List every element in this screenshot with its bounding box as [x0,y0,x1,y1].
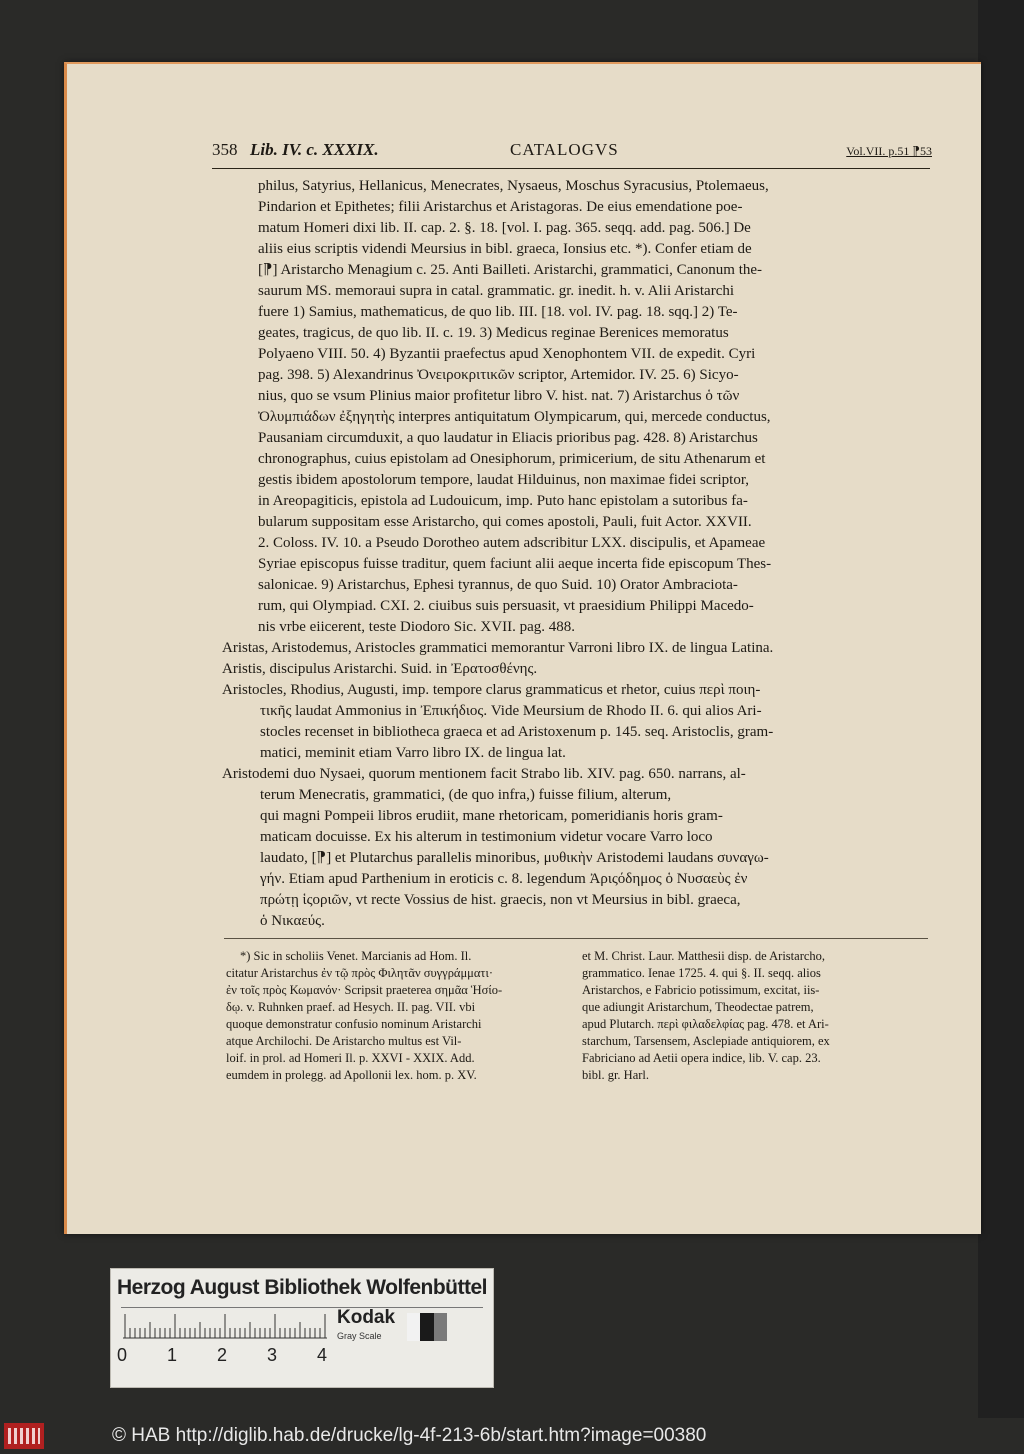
footnote-line: loif. in prol. ad Homeri Il. p. XXVI - XXIX. Add. [226,1051,475,1065]
text-line: Aristocles, Rhodius, Augusti, imp. tempore clarus grammaticus et rhetor, cuius περὶ ποιη- [222,682,761,698]
ruler-number: 0 [117,1345,128,1365]
gray-scale-swatches [407,1313,447,1341]
text-line: 2. Coloss. IV. 10. a Pseudo Dorotheo autem adscribitur LXX. discipulis, et Apameae [258,535,766,551]
copyright-url[interactable]: © HAB http://diglib.hab.de/drucke/lg-4f-213-6b/start.htm?image=00380 [112,1425,707,1446]
text-line: bularum suppositam esse Aristarcho, qui comes apostoli, Pauli, fuit Actor. XXVII. [258,514,752,530]
text-line: [⁋] Aristarcho Menagium c. 25. Anti Bailleti. Aristarchi, grammatici, Canonum the- [258,262,763,278]
ruler-numbers [111,1345,493,1373]
hab-logo-icon [4,1423,44,1449]
gray-swatch-black [420,1313,433,1341]
footnote-line: eumdem in prolegg. ad Apollonii lex. hom. p. XV. [226,1068,477,1082]
page-number: 358 [212,140,238,159]
footer-bar [0,1418,1024,1454]
text-line: chronographus, cuius epistolam ad Onesiphorum, primicerium, de situ Athenarum et [258,451,766,467]
text-line: πρώτῃ ἱςοριῶν, vt recte Vossius de hist. graecis, non vt Meursius in bibl. graeca, [260,892,741,908]
text-line: in Areopagiticis, epistola ad Ludouicum, imp. Puto hanc epistolam a sutoribus fa- [258,493,748,509]
text-line: matici, meminit etiam Varro libro IX. de lingua lat. [260,745,566,761]
ruler-number: 1 [167,1345,178,1365]
text-line: fuere 1) Samius, mathematicus, de quo lib. III. [18. vol. IV. pag. 18. sqq.] 2) Te- [258,304,738,320]
text-line: Aristodemi duo Nysaei, quorum mentionem facit Strabo lib. XIV. pag. 650. narrans, al- [222,766,746,782]
gray-scale-label: Gray Scale [337,1331,382,1341]
text-line: Ὀλυμπιάδων ἐξηγητὴς interpres antiquitatum Olympicarum, qui, mercede conductus, [258,409,771,425]
text-line: Aristis, discipulus Aristarchi. Suid. in Ἐρατοσθένης. [222,661,538,677]
text-line: pag. 398. 5) Alexandrinus Ὀνειροκριτικῶν scriptor, Artemidor. IV. 25. 6) Sicyo- [258,367,739,383]
text-line: matum Homeri dixi lib. II. cap. 2. §. 18. [vol. I. pag. 365. seqq. add. pag. 506.] De [258,220,751,236]
footnote-line: ἐν τοῖς πρὸς Κωμανόν· Scripsit praeterea σημᾶα Ἡσίο- [226,983,503,997]
gray-swatch-mid [434,1313,447,1341]
footnote-line: bibl. gr. Harl. [582,1068,650,1082]
library-name: Herzog August Bibliothek Wolfenbüttel [117,1276,487,1299]
footnote-line: grammatico. Ienae 1725. 4. qui §. II. seqq. alios [582,966,821,980]
text-line: salonicae. 9) Aristarchus, Ephesi tyrannus, de quo Suid. 10) Orator Ambraciota- [258,577,738,593]
text-line: geates, tragicus, de quo lib. II. c. 19. 3) Medicus reginae Berenices memoratus [258,325,729,341]
ruler-scale [123,1313,327,1339]
scanner-edge-strip [978,0,1024,1454]
text-line: γήν. Etiam apud Parthenium in eroticis c. 8. legendum Ἀριςόδημος ὁ Νυσαεὺς ἐν [260,871,748,887]
text-line: ὁ Νικαεύς. [260,913,325,929]
footnote-line: *) Sic in scholiis Venet. Marcianis ad Hom. Il. [240,949,472,963]
footnote-line: apud Plutarch. περὶ φιλαδελφίας pag. 478. et Ari- [582,1017,829,1031]
gray-scale-card [110,1268,494,1388]
footnotes-right-column [582,948,930,1084]
header-rule [212,168,930,169]
footnote-line: quoque demonstratur confusio nominum Aristarchi [226,1017,482,1031]
text-line: Pausaniam circumduxit, a quo laudatur in Eliacis prioribus pag. 428. 8) Aristarchus [258,430,758,446]
footnote-line: starchum, Tarsensem, Asclepiade antiquiorem, ex [582,1034,830,1048]
ruler-number: 4 [317,1345,328,1365]
text-line: stocles recenset in bibliotheca graeca et ad Aristoxenum p. 145. seq. Aristoclis, gram- [260,724,774,740]
footnote-line: Fabriciano ad Aetii opera indice, lib. V. cap. 23. [582,1051,821,1065]
footnotes-left-column [226,948,568,1084]
text-line: qui magni Pompeii libros erudiit, mane rhetoricam, pomeridianis horis gram- [260,808,723,824]
footnote-line: Aristarchos, e Fabricio potissimum, excitat, iis- [582,983,820,997]
footnote-line: que adiungit Aristarchum, Theodectae patrem, [582,1000,814,1014]
text-line: nis vrbe eiicerent, teste Diodoro Sic. XVII. pag. 488. [258,619,575,635]
volume-reference: Vol.VII. p.51 ⁋53 [846,144,932,158]
text-line: maticam docuisse. Ex his alterum in testimonium videtur vocare Varro loco [260,829,713,845]
text-line: τικῆς laudat Ammonius in Ἐπικήδιος. Vide Meursium de Rhodo II. 6. qui alios Ari- [260,703,762,719]
text-line: Syriae episcopus fuisse traditur, quem faciunt alii aeque incerta fide episcopum Thes- [258,556,772,572]
text-line: gestis ibidem apostolorum tempore, laudat Hilduinus, non maximae fidei scriptor, [258,472,749,488]
kodak-logo-text: Kodak [337,1307,396,1328]
ruler-number: 3 [267,1345,278,1365]
book-chapter-ref: Lib. IV. c. XXXIX. [250,140,379,159]
footnote-line: δῳ. v. Ruhnken praef. ad Hesych. II. pag. VII. vbi [226,1000,476,1014]
footnote-separator [224,938,928,939]
text-line: saurum MS. memoraui supra in catal. grammatic. gr. inedit. h. v. Alii Aristarchi [258,283,735,299]
footnote-line: atque Archilochi. De Aristarcho multus est Vil- [226,1034,462,1048]
text-line: Polyaeno VIII. 50. 4) Byzantii praefectus apud Xenophontem VII. de expedit. Cyri [258,346,756,362]
ruler-number: 2 [217,1345,228,1365]
running-title: CATALOGVS [510,140,619,159]
gray-swatch-white [407,1313,420,1341]
footnote-line: citatur Aristarchus ἐν τῷ πρὸς Φιλητᾶν συγγράμματι· [226,966,493,980]
text-line: Pindarion et Epithetes; filii Aristarchus et Aristagoras. De eius emendatione poe- [258,199,743,215]
text-line: rum, qui Olympiad. CXI. 2. ciuibus suis persuasit, vt praesidium Philippi Macedo- [258,598,754,614]
text-line: nius, quo se vsum Plinius maior profitetur libro V. hist. nat. 7) Aristarchus ὁ τῶν [258,388,740,404]
text-line: laudato, [⁋] et Plutarchus parallelis minoribus, μυθικὴν Aristodemi laudans συναγω- [260,850,769,866]
text-line: terum Menecratis, grammatici, (de quo infra,) fuisse filium, alterum, [260,787,672,803]
text-line: Aristas, Aristodemus, Aristocles grammatici memorantur Varroni libro IX. de lingua Latina. [222,640,774,656]
text-line: philus, Satyrius, Hellanicus, Menecrates, Nysaeus, Moschus Syracusius, Ptolemaeus, [258,178,769,194]
footnote-line: et M. Christ. Laur. Matthesii disp. de Aristarcho, [582,949,826,963]
main-text-block [222,176,930,932]
text-line: aliis eius scriptis videndi Meursius in bibl. graeca, Ionsius etc. *). Confer etiam de [258,241,752,257]
running-header [212,140,932,168]
